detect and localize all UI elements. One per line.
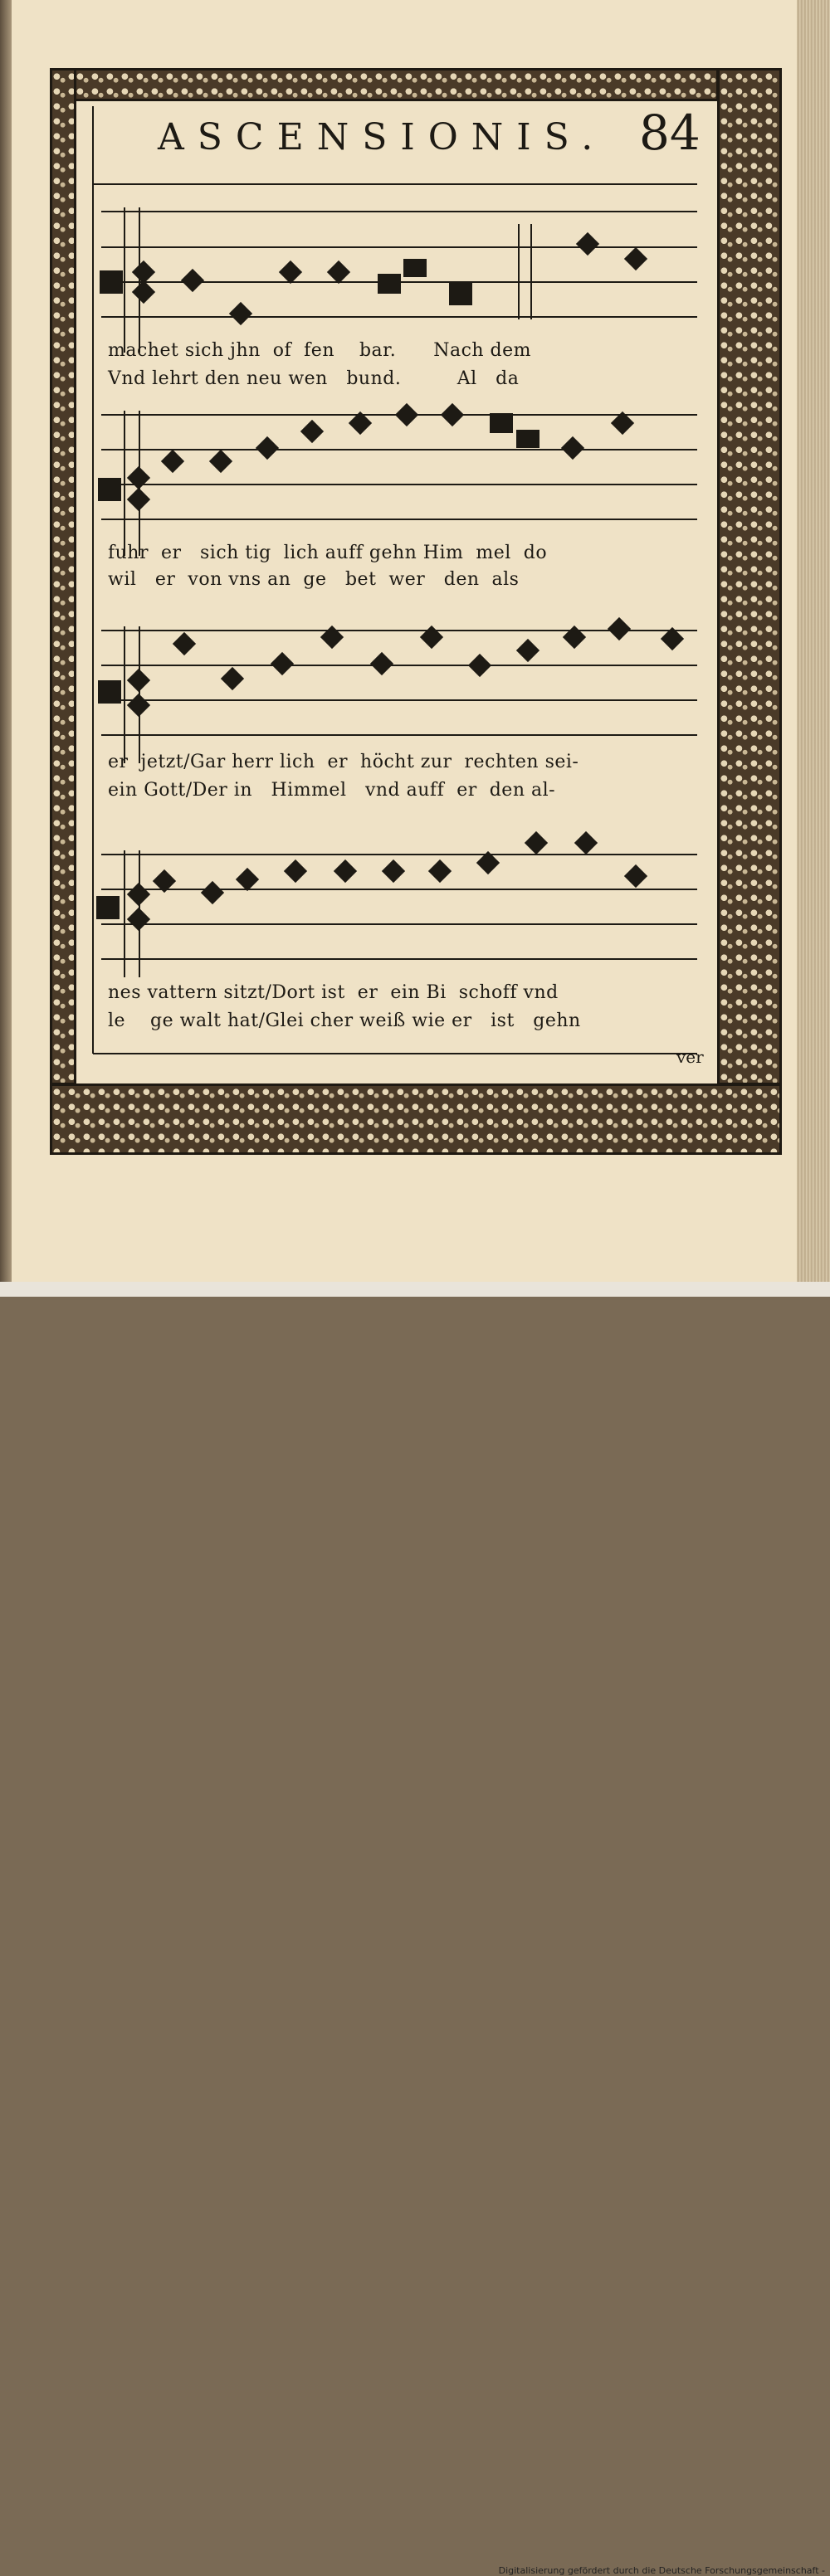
footer-bar [0,1282,830,2576]
lyric-line-1a: machet sich jhn of fen bar. Nach dem [108,340,532,361]
lyric-line-3a: er jetzt/Gar herr lich er höcht zur rechten sei- [108,752,579,772]
footer-credit: Digitalisierung gefördert durch die Deutsche Forschungsgemeinschaft - [498,2565,825,2576]
page-title: ASCENSIONIS. [158,116,607,158]
catchword: ver [676,1047,704,1067]
notes-staff-2 [127,403,634,511]
notes-staff-3 [127,617,684,717]
lyric-line-1b: Vnd lehrt den neu wen bund. Al da [108,368,520,389]
lyric-line-4b: le ge walt hat/Glei cher weiß wie er ist gehn [108,1010,581,1031]
clef-staff-3 [98,680,121,704]
clef-staff-2 [98,478,121,501]
notes-staff-4 [127,831,647,931]
page-number: 84 [639,105,701,161]
notes-staff-1 [132,232,647,325]
lyric-line-4a: nes vattern sitzt/Dort ist er ein Bi schoff vnd [108,982,559,1003]
lyric-line-3b: ein Gott/Der in Himmel vnd auff er den al- [108,780,556,801]
lyric-line-2a: fuhr er sich tig lich auff gehn Him mel do [108,543,548,563]
staff-2 [101,411,697,556]
clef-staff-1 [100,270,123,294]
lyric-line-2b: wil er von vns an ge bet wer den als [108,569,520,590]
clef-staff-4 [96,896,120,919]
